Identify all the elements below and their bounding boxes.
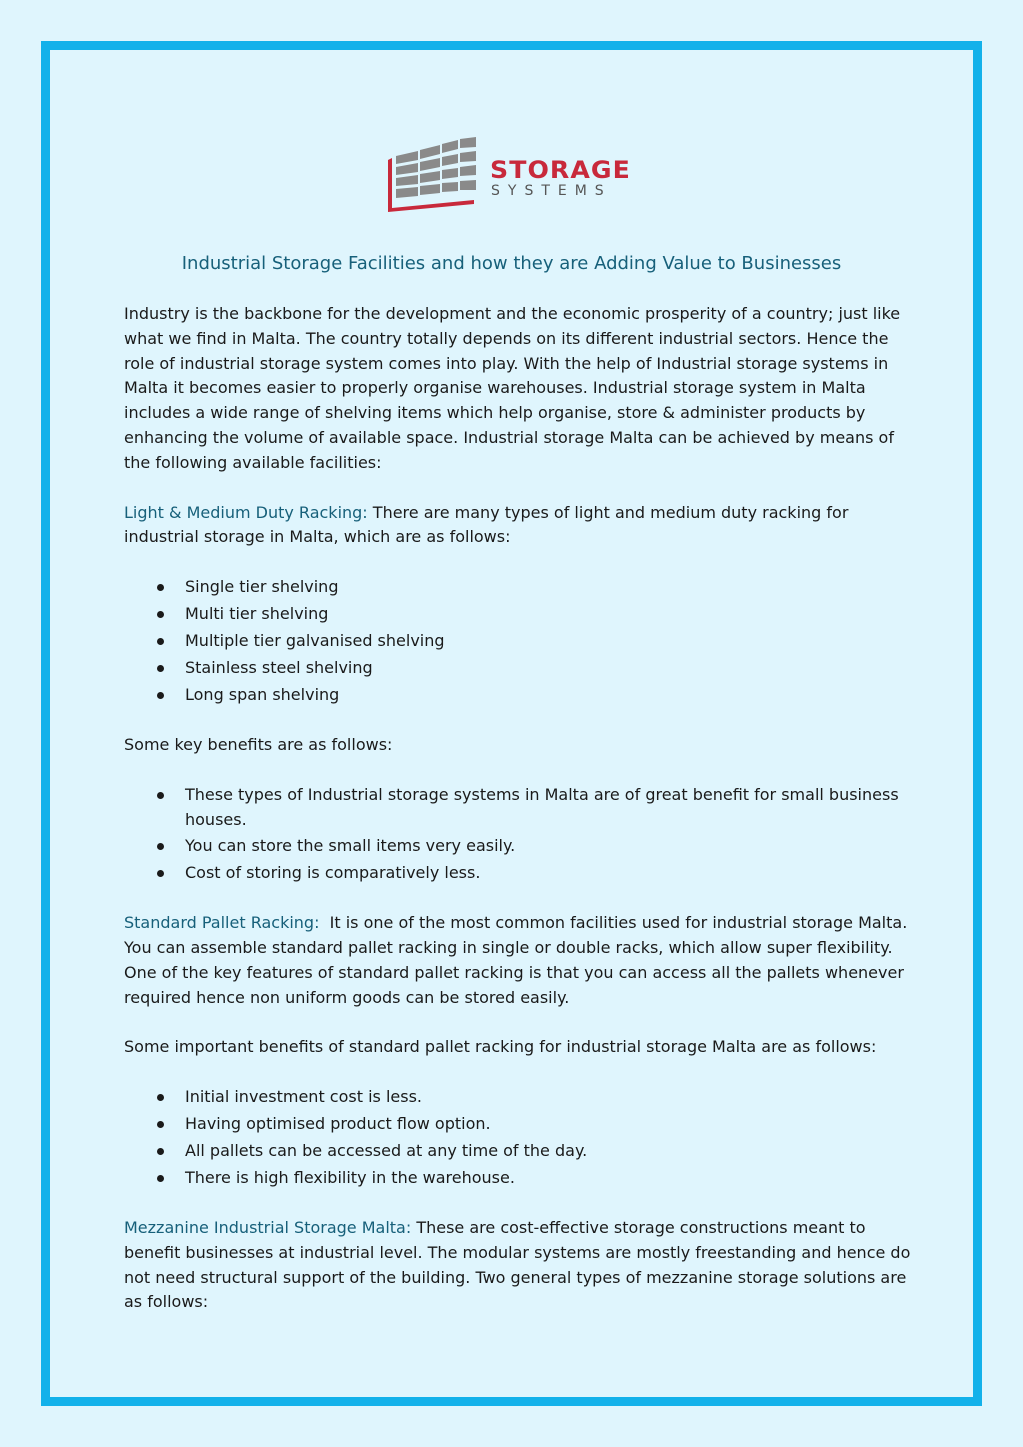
list-item: Cost of storing is comparatively less. [124, 861, 914, 886]
section-heading-light-medium: Light & Medium Duty Racking: [124, 502, 368, 522]
racking-types-list [124, 575, 914, 708]
standard-pallet-text: It is one of the most common facilities used for industrial storage Malta. You can assemble standard pallet racking in single or double racks, which allow super flexibility. One of the key features of standard pallet racking is that you can access all the pallets whenever required hence non uniform goods can be stored easily. [124, 913, 913, 1007]
list-item: All pallets can be accessed at any time of the day. [124, 1139, 914, 1164]
list-item: Single tier shelving [124, 575, 914, 600]
light-medium-text: There are many types of light and medium duty racking for industrial storage in Malta, which are as follows: [124, 502, 849, 547]
key-benefits-list [124, 783, 914, 887]
document-title: Industrial Storage Facilities and how they are Adding Value to Businesses [181, 253, 842, 274]
list-item: Long span shelving [124, 683, 914, 708]
list-item: Multi tier shelving [124, 602, 914, 627]
pallet-benefits-intro: Some important benefits of standard pallet racking for industrial storage Malta are as follows: [124, 1037, 877, 1057]
logo-text-systems: SYSTEMS [491, 183, 612, 199]
storage-rack-logo-icon [384, 134, 484, 214]
list-item: You can store the small items very easily. [124, 834, 914, 859]
key-benefits-intro: Some key benefits are as follows: [124, 734, 393, 754]
list-item: Initial investment cost is less. [124, 1085, 914, 1110]
list-item: These types of Industrial storage systems in Malta are of great benefit for small business houses. [124, 783, 914, 833]
list-item: There is high flexibility in the warehouse. [124, 1166, 914, 1191]
storage-systems-logo [384, 134, 644, 214]
mezzanine-paragraph [124, 1216, 914, 1315]
standard-pallet-paragraph [124, 911, 914, 1010]
logo-text-storage: STORAGE [490, 156, 631, 184]
list-item: Having optimised product flow option. [124, 1112, 914, 1137]
list-item: Stainless steel shelving [124, 656, 914, 681]
document-body [124, 302, 914, 1340]
mezzanine-text: These are cost-effective storage constructions meant to benefit businesses at industrial level. The modular systems are mostly freestanding and hence do not need structural support of the building. Two general types of mezzanine storage solutions are as follows: [124, 1218, 911, 1312]
section-heading-mezzanine: Mezzanine Industrial Storage Malta: [124, 1218, 412, 1237]
pallet-benefits-list [124, 1085, 914, 1191]
section-heading-standard-pallet: Standard Pallet Racking: [124, 913, 320, 933]
list-item: Multiple tier galvanised shelving [124, 629, 914, 654]
intro-paragraph: Industry is the backbone for the development and the economic prosperity of a country; just like what we find in Malta. The country totally depends on its different industrial sectors. Hence the role of industrial storage system comes into play. With the help of Industrial storage systems in Malta it becomes easier to properly organise warehouses. Industrial storage system in Malta includes a wide range of shelving items which help organise, store & administer products by enhancing the volume of available space. Industrial storage Malta can be achieved by means of the following available facilities: [124, 304, 901, 472]
light-medium-paragraph [124, 501, 914, 551]
